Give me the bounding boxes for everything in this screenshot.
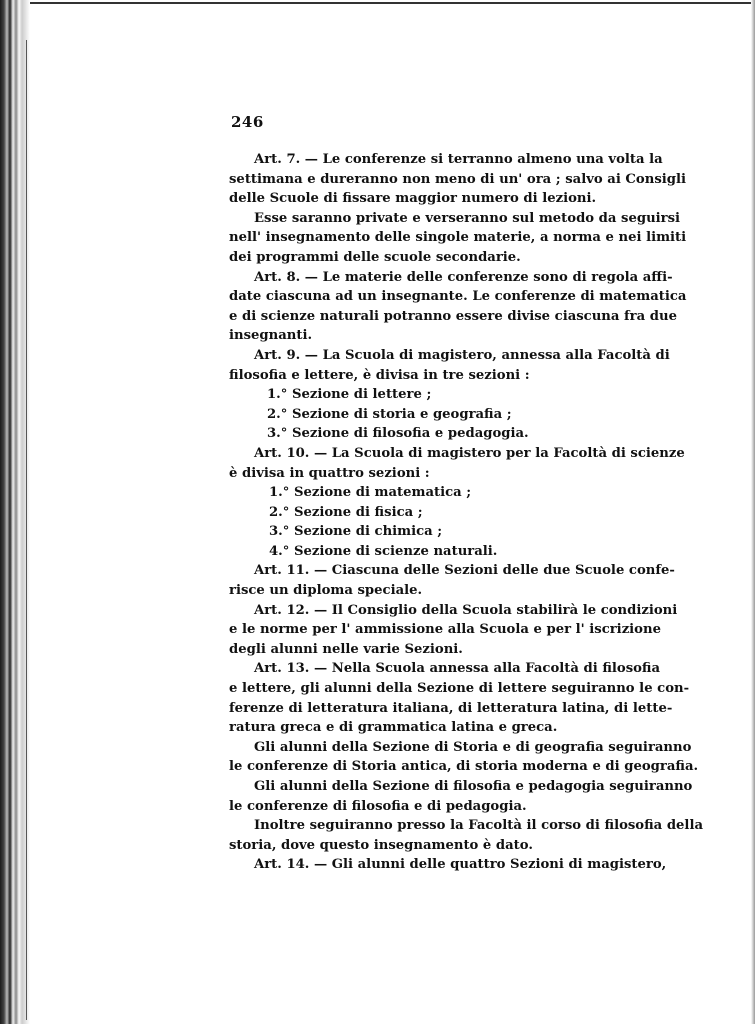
text-line: Gli alunni della Sezione di Storia e di geografia seguiranno — [254, 739, 692, 755]
text-line: e le norme per l' ammissione alla Scuola e per l' iscrizione — [229, 622, 661, 638]
text-line: dei programmi delle scuole secondarie. — [229, 249, 521, 265]
list-item: 3.° Sezione di chimica ; — [269, 524, 443, 540]
text-line: le conferenze di filosofia e di pedagogia. — [229, 798, 527, 814]
text-line: Art. 13. — Nella Scuola annessa alla Facoltà di filosofia — [254, 661, 661, 677]
text-line: e lettere, gli alunni della Sezione di lettere seguiranno le con- — [229, 681, 690, 697]
article-text — [229, 150, 703, 875]
text-line: delle Scuole di fissare maggior numero di lezioni. — [229, 191, 597, 207]
text-line: Art. 9. — La Scuola di magistero, annessa alla Facoltà di — [254, 347, 670, 363]
text-line: Art. 10. — La Scuola di magistero per la Facoltà di scienze — [254, 445, 685, 461]
text-line: Art. 14. — Gli alunni delle quattro Sezioni di magistero, — [254, 857, 667, 873]
list-item: 3.° Sezione di filosofia e pedagogia. — [267, 426, 529, 442]
text-line: Art. 8. — Le materie delle conferenze sono di regola affi- — [254, 269, 673, 285]
text-line: e di scienze naturali potranno essere divise ciascuna fra due — [229, 308, 677, 324]
text-line: nell' insegnamento delle singole materie, a norma e nei limiti — [229, 230, 687, 246]
list-item: 2.° Sezione di fisica ; — [269, 504, 423, 520]
text-line: filosofia e lettere, è divisa in tre sezioni : — [229, 367, 530, 383]
text-line: ratura greca e di grammatica latina e greca. — [229, 720, 558, 736]
text-line: Art. 11. — Ciascuna delle Sezioni delle due Scuole confe- — [254, 563, 675, 579]
text-line: degli alunni nelle varie Sezioni. — [229, 641, 463, 657]
list-item: 1.° Sezione di lettere ; — [267, 387, 432, 403]
page-top-edge — [30, 2, 755, 4]
text-line: Inoltre seguiranno presso la Facoltà il corso di filosofia della — [254, 818, 703, 834]
text-line: insegnanti. — [229, 328, 313, 344]
list-item: 4.° Sezione di scienze naturali. — [269, 543, 498, 559]
list-item: 1.° Sezione di matematica ; — [269, 485, 472, 501]
text-line: date ciascuna ad un insegnante. Le conferenze di matematica — [229, 289, 687, 305]
text-line: Esse saranno private e verseranno sul metodo da seguirsi — [254, 210, 681, 226]
text-line: le conferenze di Storia antica, di storia moderna e di geografia. — [229, 759, 699, 775]
text-line: risce un diploma speciale. — [229, 583, 423, 599]
text-line: Art. 7. — Le conferenze si terranno almeno una volta la — [254, 152, 663, 167]
text-line: Art. 12. — Il Consiglio della Scuola stabilirà le condizioni — [254, 602, 678, 618]
text-line: storia, dove questo insegnamento è dato. — [229, 837, 533, 853]
text-line: settimana e dureranno non meno di un' ora ; salvo ai Consigli — [229, 171, 686, 187]
page-number: 246 — [231, 113, 264, 131]
page-right-edge — [751, 0, 755, 1024]
list-item: 2.° Sezione di storia e geografia ; — [267, 406, 512, 422]
text-line: ferenze di letteratura italiana, di letteratura latina, di lette- — [229, 700, 673, 716]
binding-shadow-line — [26, 40, 27, 1020]
text-line: Gli alunni della Sezione di filosofia e pedagogia seguiranno — [254, 779, 693, 794]
text-line: è divisa in quattro sezioni : — [229, 465, 430, 481]
